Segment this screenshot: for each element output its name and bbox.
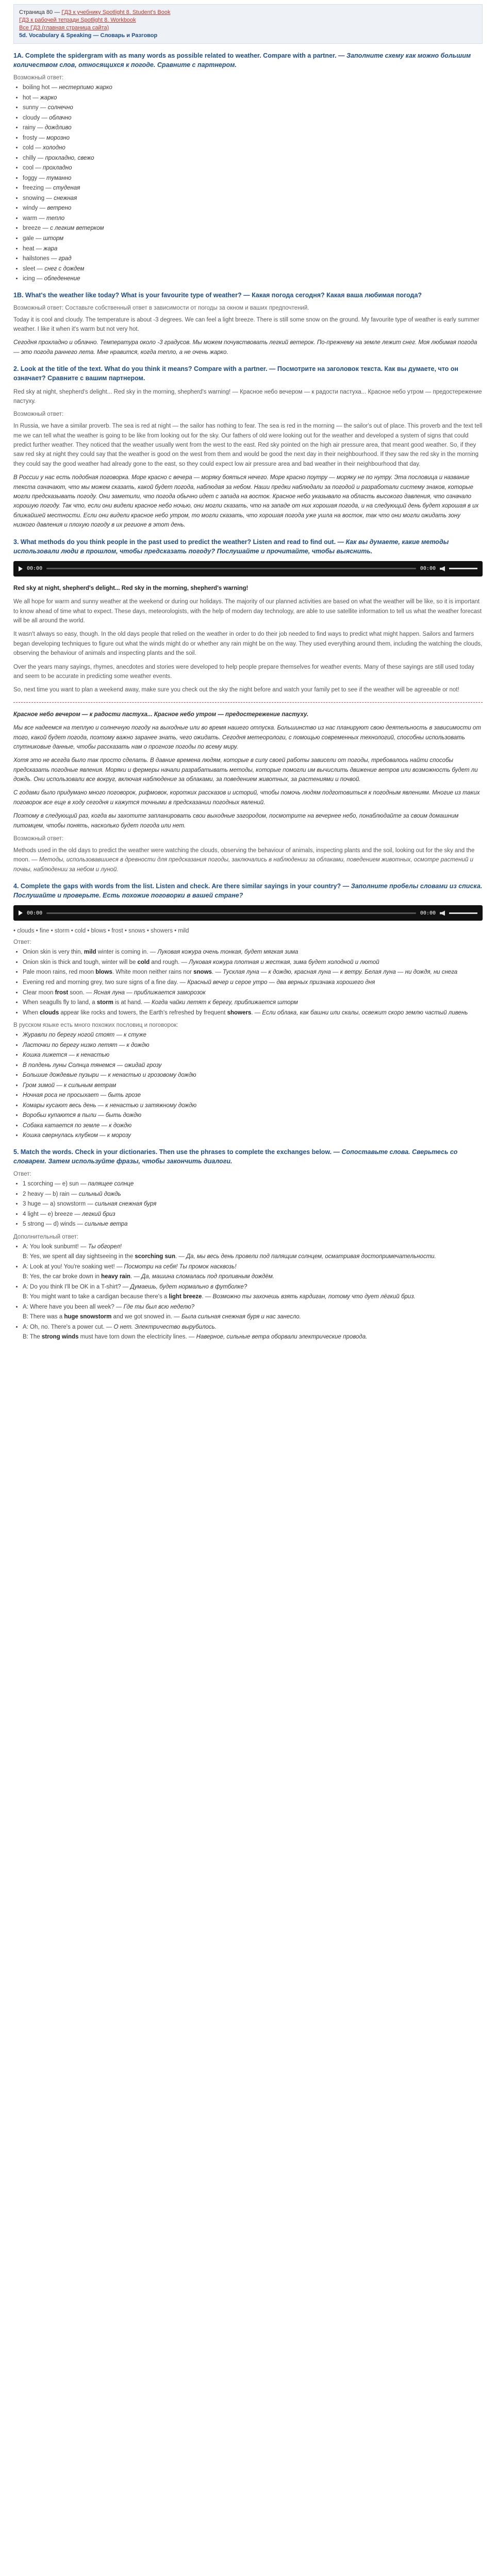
saying-en-cont: appear like rocks and towers, the Earth's refreshed by frequent	[59, 1009, 227, 1016]
list-item	[23, 1191, 483, 1199]
sayings-list	[13, 948, 483, 1017]
saying-en-cont: is at hand. —	[113, 999, 150, 1006]
paragraph-ru: Поэтому в следующий раз, когда вы захотите запланировать свои выходные загородом, посмотрите на вечернее небо, понаблюдайте за своим домашним питомцем, чтобы понять, насколько будет погода или нет.	[13, 813, 459, 829]
exercise-3	[13, 537, 483, 875]
saying-en: Onion skin is very thin,	[23, 949, 84, 956]
dialog-b-ru: Наверное, сильные ветра оборвали электрические провода.	[196, 1334, 368, 1341]
answer-word: showers	[227, 1009, 252, 1016]
dialog-b-en: B: You might want to take a cardigan because there's a	[23, 1294, 169, 1300]
russian-saying: В полдень луны Солнца тянемся — ожидай грозу	[23, 1062, 162, 1069]
audio-player	[13, 561, 483, 577]
dialog-b-ru: Да, мы весь день провели под палящим солнцем, осматривая достопримечательности.	[186, 1253, 436, 1260]
exercise-5-title	[13, 1147, 483, 1166]
word-ru: обледенение	[44, 276, 80, 282]
link-workbook[interactable]: ГДЗ к рабочей тетради Spotlight 8. Workbook	[19, 17, 136, 23]
volume-icon[interactable]	[440, 910, 445, 916]
dialog-line-a	[23, 1324, 483, 1332]
dialog-a-ru: О нет. Электричество вырубилось.	[113, 1324, 217, 1330]
saying-en: When	[23, 1009, 40, 1016]
saying-en: Evening red and morning grey, two sure signs of a fine day. —	[23, 979, 186, 986]
text-title: Red sky at night, shepherd's delight... Red sky in the morning, shepherd's warning!	[13, 585, 249, 591]
answer-label: Возможный ответ:	[13, 75, 64, 81]
list-item	[23, 1042, 483, 1050]
list-item	[23, 155, 483, 163]
word-ru: шторм	[43, 235, 64, 242]
saying-en-cont: . —	[211, 969, 221, 976]
answer-phrase: scorching sun	[135, 1253, 175, 1260]
word-ru: студеная	[53, 185, 80, 192]
nav-current-section: 5d. Vocabulary & Speaking — Словарь и Разговор	[19, 32, 158, 39]
dialog-b-en-cont: . —	[202, 1294, 211, 1300]
list-item	[23, 1082, 483, 1090]
word-en: sunny —	[23, 105, 46, 111]
divider	[13, 702, 483, 703]
list-item	[23, 1221, 483, 1229]
list-item	[23, 114, 483, 123]
list-item	[23, 245, 483, 253]
text-title-ru: Красное небо вечером — к радости пастуха... Красное небо утром — предостережение пастуху.	[13, 711, 309, 718]
dialog-line-a	[23, 1283, 483, 1292]
answer-phrase: heavy rain	[101, 1274, 131, 1280]
word-en: icing —	[23, 276, 43, 282]
match-en: 2 heavy — b) rain —	[23, 1191, 77, 1197]
word-ru: жара	[43, 245, 58, 252]
word-en: rainy —	[23, 125, 43, 131]
dialog-a-en: A: Oh, no. There's a power cut. —	[23, 1324, 112, 1330]
saying-ru: Луковая кожура плотная и жесткая, зима будет холодной и лютой	[189, 959, 379, 965]
list-item	[23, 84, 483, 92]
list-item	[23, 265, 483, 274]
word-ru: нестерпимо жарко	[59, 84, 112, 91]
match-en: 3 huge — a) snowstorm —	[23, 1201, 93, 1208]
dialog-line-a	[23, 1263, 483, 1272]
list-item	[23, 1180, 483, 1189]
list-item	[23, 215, 483, 223]
word-en: boiling hot —	[23, 84, 58, 91]
list-item	[23, 1211, 483, 1219]
list-item	[23, 104, 483, 112]
match-ru: сильный дождь	[78, 1191, 121, 1197]
russian-sayings-label: В русском языке есть много похожих пословиц и поговорок:	[13, 1022, 178, 1029]
audio-duration: 00:00	[420, 910, 436, 916]
word-ru: снег с дождем	[44, 265, 85, 272]
audio-duration: 00:00	[420, 566, 436, 572]
paragraph-en: It wasn't always so easy, though. In the old days people that relied on the weather in order to do their job needed to find ways to predict what might happen. Sailors and farmers began developing techniques to figure out what the winds might do or whether any rain might be on the way. They used everything around them, including the watching the clouds, observing the behaviour of animals and inspecting plants and the soil.	[13, 631, 483, 657]
list-item	[23, 948, 483, 957]
link-students-book[interactable]: ГДЗ к учебнику Spotlight 8. Student's Book	[61, 9, 171, 15]
dialog-a-en: A: You look sunburnt! —	[23, 1243, 87, 1250]
audio-player	[13, 905, 483, 921]
additional-answer-label: Дополнительный ответ:	[13, 1233, 79, 1240]
answer-word: snows	[193, 969, 212, 976]
paragraph-en: Today it is cool and cloudy. The temperature is about -3 degrees. We can feel a light breeze. There is still some snow on the ground. My favourite type of weather is early summer weather. I like it when it's warm but not very hot.	[13, 316, 480, 333]
dialog-b-en: B: Yes, we spent all day sightseeing in the	[23, 1253, 135, 1260]
saying-ru: Ясная луна — приближается заморозок	[93, 989, 206, 996]
list-item	[23, 225, 483, 233]
dialog-line-a	[23, 1303, 483, 1312]
exercise-5	[13, 1147, 483, 1342]
paragraph-en: Over the years many sayings, rhymes, anecdotes and stories were developed to help people prepare themselves for weather events. Many of these sayings are still used today and seem to be accurate in predicting some weather events.	[13, 664, 474, 680]
paragraph-ru: В России у нас есть подобная поговорка. Море красно с вечера — моряку бояться нечего. Море красно поутру — моряку не по нутру. Эта пословица и название текста означают, что мы можем сказать, какой будет погода, наблюдая за небом. Наши предки наблюдали за погодой и разработали систему знаков, которые могли предсказывать погоду. Они заметили, что погода обычно идет с запада на восток. Красное небо указывало на область высокого давления, что означало хорошую погоду. Так что, если они видели красное небо ночью, они могли сказать, что на западе от них хорошая погода, и на следующий день будет хорошая в их ближайшей местности. Если они видели красное небо утром, то могли сказать, что хорошая погода уже ушла на восток, так что они могли ожидать зону низкого давления и плохую погоду в их регионе в этот день.	[13, 474, 479, 529]
nav-page-prefix: Страница 80 —	[19, 9, 60, 15]
answer-label: Ответ:	[13, 1171, 31, 1177]
exercise-2-title: 2. Look at the title of the text. What do you think it means? Compare with a partner. — Посмотрите на заголовок текста. Как вы думаете, что он означает? Сравните с вашим партнером.	[13, 365, 458, 382]
list-item	[23, 1062, 483, 1070]
russian-saying: Собака катается по земле — к дождю	[23, 1122, 132, 1129]
dialog-a-ru: Ты обгорел!	[88, 1243, 122, 1250]
saying-en-cont: soon. —	[68, 989, 92, 996]
paragraph-en: So, next time you want to plan a weekend away, make sure you check out the sky the night before and watch your family pet to see if the weather will be agreeable or not!	[13, 687, 459, 693]
word-en: hot —	[23, 94, 39, 101]
nav-row-sb	[19, 9, 477, 15]
play-icon[interactable]	[19, 910, 23, 916]
dialog-line-b	[23, 1253, 483, 1261]
exercise-1a-title	[13, 51, 483, 70]
answer-label: Ответ:	[13, 939, 31, 946]
saying-ru: Луковая кожура очень тонкая, будет мягкая зима	[157, 949, 299, 956]
list-item	[23, 275, 483, 283]
saying-ru: Если облака, как башни или скалы, освежит скоро землю частый ливень	[262, 1009, 468, 1016]
match-en: 5 strong — d) winds —	[23, 1221, 83, 1228]
word-en: freezing —	[23, 185, 52, 192]
list-item	[23, 1132, 483, 1140]
word-ru: прохладно	[43, 165, 72, 172]
word-en: heat —	[23, 245, 42, 252]
dialog-b-en: B: The	[23, 1334, 42, 1341]
list-item	[23, 1052, 483, 1060]
paragraph-ru: С годами было придумано много поговорок, рифмовок, коротких рассказов и историй, чтобы помочь людям подготовиться к погодным явлениям. Многие из таких поговорок все еще в ходу сегодня и кажутся точными в предсказании погодных явлений.	[13, 790, 480, 806]
word-ru: солнечно	[47, 105, 73, 111]
list-item	[23, 124, 483, 132]
list-item	[23, 1200, 483, 1209]
exercise-3-title-en: 3. What methods do you think people in the past used to predict the weather? Listen and read to find out. —	[13, 538, 344, 546]
dialog-line-b	[23, 1313, 483, 1321]
dialogs	[13, 1243, 483, 1342]
word-en: gale —	[23, 235, 42, 242]
dialog-line-b	[23, 1273, 483, 1281]
dialog-b-en: B: Yes, the car broke down in	[23, 1274, 102, 1280]
dialog-a-ru: Посмотри на себя! Ты промок насквозь!	[124, 1263, 237, 1270]
word-en: cool —	[23, 165, 41, 172]
word-en: hailstones —	[23, 256, 57, 262]
match-en: 4 light — e) breeze —	[23, 1211, 80, 1217]
exercise-5-title-ru: Сопоставьте слова. Сверьтесь со словарем. Затем используйте фразы, чтобы закончить диалоги.	[13, 1148, 458, 1165]
nav-box	[13, 4, 483, 44]
match-en: 1 scorching — e) sun —	[23, 1180, 87, 1187]
saying-en-cont: . White moon neither rains nor	[112, 969, 194, 976]
list-item	[23, 235, 483, 243]
exercise-2	[13, 364, 483, 530]
saying-en: Pale moon rains, red moon	[23, 969, 96, 976]
text-body-en	[13, 597, 483, 695]
weather-word-list	[13, 84, 483, 283]
dialog-line-a	[23, 1243, 483, 1251]
answer-word: cold	[137, 959, 150, 965]
answer-word: storm	[96, 999, 113, 1006]
dialog-a-ru: Где ты был всю неделю?	[123, 1303, 194, 1310]
word-ru: морозно	[46, 134, 70, 141]
answer-label: Возможный ответ: Составьте собственный ответ в зависимости от погоды за окном и ваших предпочтений.	[13, 304, 309, 311]
audio-current-time: 00:00	[27, 910, 43, 916]
dialog-b-en-cont: must have torn down the electricity lines. —	[78, 1334, 195, 1341]
dialog-list	[13, 1243, 483, 1342]
list-item	[23, 999, 483, 1007]
word-ru: дождливо	[44, 125, 72, 131]
audio-progress-bar[interactable]	[46, 912, 416, 914]
saying-paragraph: Red sky at night, shepherd's delight... Red sky in the morning, shepherd's warning! — Красное небо вечером — к радости пастуха... Красное небо утром — предостережение пастуху.	[13, 388, 482, 404]
match-list	[13, 1180, 483, 1229]
list-item	[23, 1112, 483, 1120]
answer-word: blows	[95, 969, 112, 976]
russian-saying: Кошка свернулась клубком — к морозу	[23, 1132, 131, 1139]
word-en: windy —	[23, 205, 46, 212]
word-en: foggy —	[23, 175, 45, 181]
dialog-line-b	[23, 1333, 483, 1342]
russian-saying: Ночная роса не просыхает — быть грозе	[23, 1092, 141, 1099]
dialog-b-ru: Возможно ты захочешь взять кардиган, потому что дует лёгкий бриз.	[212, 1294, 416, 1300]
answer-label: Возможный ответ:	[13, 836, 64, 842]
russian-sayings-list	[13, 1031, 483, 1140]
answer-word: clouds	[40, 1009, 59, 1016]
exercise-3-title-ru: Как вы думаете, какие методы использовали люди в прошлом, чтобы предсказать погоду? Послушайте и прочитайте, чтобы выяснить.	[13, 538, 449, 555]
word-ru: холодно	[43, 145, 65, 151]
dialog-a-ru: Думаешь, будет нормально в футболке?	[130, 1283, 247, 1290]
list-item	[23, 134, 483, 143]
list-item	[23, 255, 483, 263]
word-ru: облачно	[49, 114, 72, 121]
list-item	[23, 195, 483, 203]
link-all-answers[interactable]: Все ГДЗ (главная страница сайта)	[19, 25, 109, 31]
volume-icon[interactable]	[440, 566, 445, 571]
paragraph-en: We all hope for warm and sunny weather at the weekend or during our holidays. The majority of our planned activities are based on what the weather will be like, so it is important to know ahead of time what to expect. These days, meteorologists, with the help of modern day technology, are able to use satellite information to tell us what the weather forecast will be all around the world.	[13, 599, 482, 624]
list-item	[23, 1031, 483, 1040]
match-ru: легкий бриз	[82, 1211, 115, 1217]
russian-saying: Кошка лижется — к ненастью	[23, 1052, 110, 1059]
answer-phrase: light breeze	[169, 1294, 202, 1300]
nav-row-all	[19, 25, 477, 31]
text-body-ru	[13, 723, 483, 831]
saying-ru: Красный вечер и серое утро — два верных признака хорошего дня	[187, 979, 375, 986]
list-item	[23, 164, 483, 173]
word-en: cold —	[23, 145, 41, 151]
list-item	[23, 989, 483, 997]
audio-current-time: 00:00	[27, 566, 43, 572]
saying-en-cont: and rough. —	[150, 959, 187, 965]
list-item	[23, 1009, 483, 1018]
word-bank: • clouds • fine • storm • cold • blows • frost • snows • showers • mild	[13, 928, 189, 935]
saying-en-cont: . —	[251, 1009, 261, 1016]
exercise-1b	[13, 291, 483, 358]
exercise-4-title-en: 4. Complete the gaps with words from the list. Listen and check. Are there similar sayings in your country? —	[13, 883, 350, 890]
saying-en: Onion skin is thick and tough, winter will be	[23, 959, 138, 965]
word-ru: с легким ветерком	[50, 225, 104, 232]
volume-slider[interactable]	[449, 568, 477, 569]
answer-phrase: huge snowstorm	[64, 1314, 112, 1320]
answer-word: frost	[55, 989, 69, 996]
word-ru: ветрено	[47, 205, 72, 212]
answer-label: Возможный ответ:	[13, 411, 64, 418]
list-item	[23, 979, 483, 987]
paragraph-ru: Мы все надеемся на теплую и солнечную погоду на выходные или во время нашего отпуска. Большинство из нас планируют свою деятельность в зависимости от того, какой будет погода, поэтому важно заранее знать, чего ожидать. Сегодня метеорологи, с помощью современных технологий, способны использовать спутниковые данные, чтобы рассказать нам о прогнозе погоды по всему миру.	[13, 725, 481, 750]
dialog-b-en-cont: . —	[175, 1253, 185, 1260]
saying-ru: Когда чайки летят к берегу, приближается шторм	[151, 999, 298, 1006]
exercise-1a	[13, 51, 483, 283]
paragraph-ru: Сегодня прохладно и облачно. Температура около -3 градусов. Мы можем почувствовать легкий ветерок. По-прежнему на земле лежит снег. Моя любимая погода — это погода раннего лета. Мне нравится, когда тепло, а не очень жарко.	[13, 340, 477, 355]
answer-en: Methods used in the old days to predict the weather were watching the clouds, observing the behaviour of animals, inspecting plants and the soil, looking out for the sky and the moon. —	[13, 848, 475, 863]
list-item	[23, 94, 483, 103]
list-item	[23, 969, 483, 977]
list-item	[23, 144, 483, 152]
dialog-b-ru: Была сильная снежная буря и нас занесло.	[181, 1314, 301, 1320]
dialog-a-en: A: Do you think I'll be OK in a T-shirt? —	[23, 1283, 129, 1290]
dialog-b-en-cont: . —	[130, 1274, 140, 1280]
saying-en: When seagulls fly to land, a	[23, 999, 97, 1006]
word-en: warm —	[23, 215, 45, 222]
word-ru: снежная	[54, 195, 77, 201]
russian-saying: Гром зимой — к сильным ветрам	[23, 1082, 117, 1089]
word-ru: жарко	[40, 94, 57, 101]
russian-saying: Ласточки по берегу низко летят — к дождю	[23, 1042, 150, 1048]
nav-row-wb	[19, 17, 477, 23]
exercise-1b-title: 1B. What's the weather like today? What is your favourite type of weather? — Какая погода сегодня? Какая ваша любимая погода?	[13, 291, 422, 299]
volume-slider[interactable]	[449, 912, 477, 914]
exercise-4-title	[13, 882, 483, 900]
dialog-line-b	[23, 1293, 483, 1301]
exercise-5-title-en: 5. Match the words. Check in your dictionaries. Then use the phrases to complete the exchanges below. —	[13, 1148, 340, 1156]
match-ru: сильные ветра	[85, 1221, 128, 1228]
exercise-1a-title-ru: Заполните схему как можно большим количеством слов, относящихся к погоде. Сравните с партнером.	[13, 52, 471, 69]
list-item	[23, 175, 483, 183]
answer-paragraph	[13, 846, 483, 874]
exercise-1a-title-en: 1A. Complete the spidergram with as many words as possible related to weather. Compare with a partner. —	[13, 52, 345, 59]
list-item	[23, 1102, 483, 1110]
list-item	[23, 1072, 483, 1080]
saying-en: Clear moon	[23, 989, 55, 996]
answer-phrase: strong winds	[41, 1334, 79, 1341]
paragraph-en: In Russia, we have a similar proverb. The sea is red at night — the sailor has nothing to fear. The sea is red in the morning — the sailor's out of place. This proverb and the text tell me we can tell what the weather is going to be like from looking out for the sky. Our fathers of old were looking out for the weather and developed a system of signs that could predict further weather. They noticed that the weather usually went from the west to the east. Red sky pointed on the high air pressure area, that meant good weather. So, if they saw red sky at night they could say that the weather is good on the west from them and would be good the next day in their neighbourhood. If they saw the red sky in the morning they could say the good weather had already gone to the east, so they could expect low air pressure area and bad weather in their neighbourhood that day.	[13, 423, 483, 467]
word-en: sleet —	[23, 265, 43, 272]
answer-ru: Методы, использовавшиеся в древности для предсказания погоды, заключались в наблюдении за облаками, поведением животных, осмотре растений и почвы, наблюдении за небом и луной.	[13, 857, 473, 873]
word-en: frosty —	[23, 134, 45, 141]
word-ru: тепло	[46, 215, 65, 222]
dialog-b-ru: Да, машина сломалась под проливным дождём.	[141, 1274, 274, 1280]
word-ru: прохладно, свежо	[45, 155, 94, 161]
dialog-a-en: A: Look at you! You're soaking wet! —	[23, 1263, 123, 1270]
russian-saying: Журавли по берегу ногой стоят — к стуже	[23, 1032, 146, 1039]
saying-en-cont: winter is coming in. —	[96, 949, 156, 956]
exercise-4-title-ru: Заполните пробелы словами из списка. Послушайте и проверьте. Есть похожие поговорки в вашей стране?	[13, 883, 483, 900]
exercise-3-title	[13, 537, 483, 556]
saying-ru: Тусклая луна — к дождю, красная луна — к ветру. Белая луна — ни дождя, ни снега	[223, 969, 458, 976]
russian-saying: Комары кусают весь день — к ненастью и затяжному дождю	[23, 1102, 197, 1109]
list-item	[23, 959, 483, 967]
answer-word: mild	[84, 949, 96, 956]
word-ru: туманно	[46, 175, 72, 181]
dialog-b-en-cont: and we got snowed in. —	[111, 1314, 180, 1320]
list-item	[23, 1122, 483, 1130]
word-en: breeze —	[23, 225, 48, 232]
match-ru: сильная снежная буря	[94, 1201, 157, 1208]
word-ru: град	[58, 256, 72, 262]
exercise-4	[13, 882, 483, 1140]
word-en: cloudy —	[23, 114, 47, 121]
list-item	[23, 184, 483, 193]
match-ru: палящее солнце	[88, 1180, 134, 1187]
audio-progress-bar[interactable]	[46, 568, 416, 569]
russian-saying: Большие дождевые пузыри — к ненастью и грозовому дождю	[23, 1072, 196, 1079]
list-item	[23, 205, 483, 213]
play-icon[interactable]	[19, 566, 23, 571]
dialog-a-en: A: Where have you been all week? —	[23, 1303, 122, 1310]
russian-saying: Воробьи купаются в пыли — быть дождю	[23, 1112, 141, 1119]
list-item	[23, 1092, 483, 1100]
word-en: snowing —	[23, 195, 52, 201]
word-en: chilly —	[23, 155, 44, 161]
paragraph-ru: Хотя это не всегда было так просто сделать. В давние времена людям, которые в силу своей работы зависели от погоды, требовалось найти способы предсказать погодные явления. Моряки и фермеры начали разрабатывать методы, которые помогли им вычислить движение ветров или возможность будет ли дождь. Они использовали все вокруг, включая наблюдение за облаками, за поведением животных, за растениями и почвой.	[13, 757, 478, 783]
dialog-b-en: B: There was a	[23, 1314, 64, 1320]
